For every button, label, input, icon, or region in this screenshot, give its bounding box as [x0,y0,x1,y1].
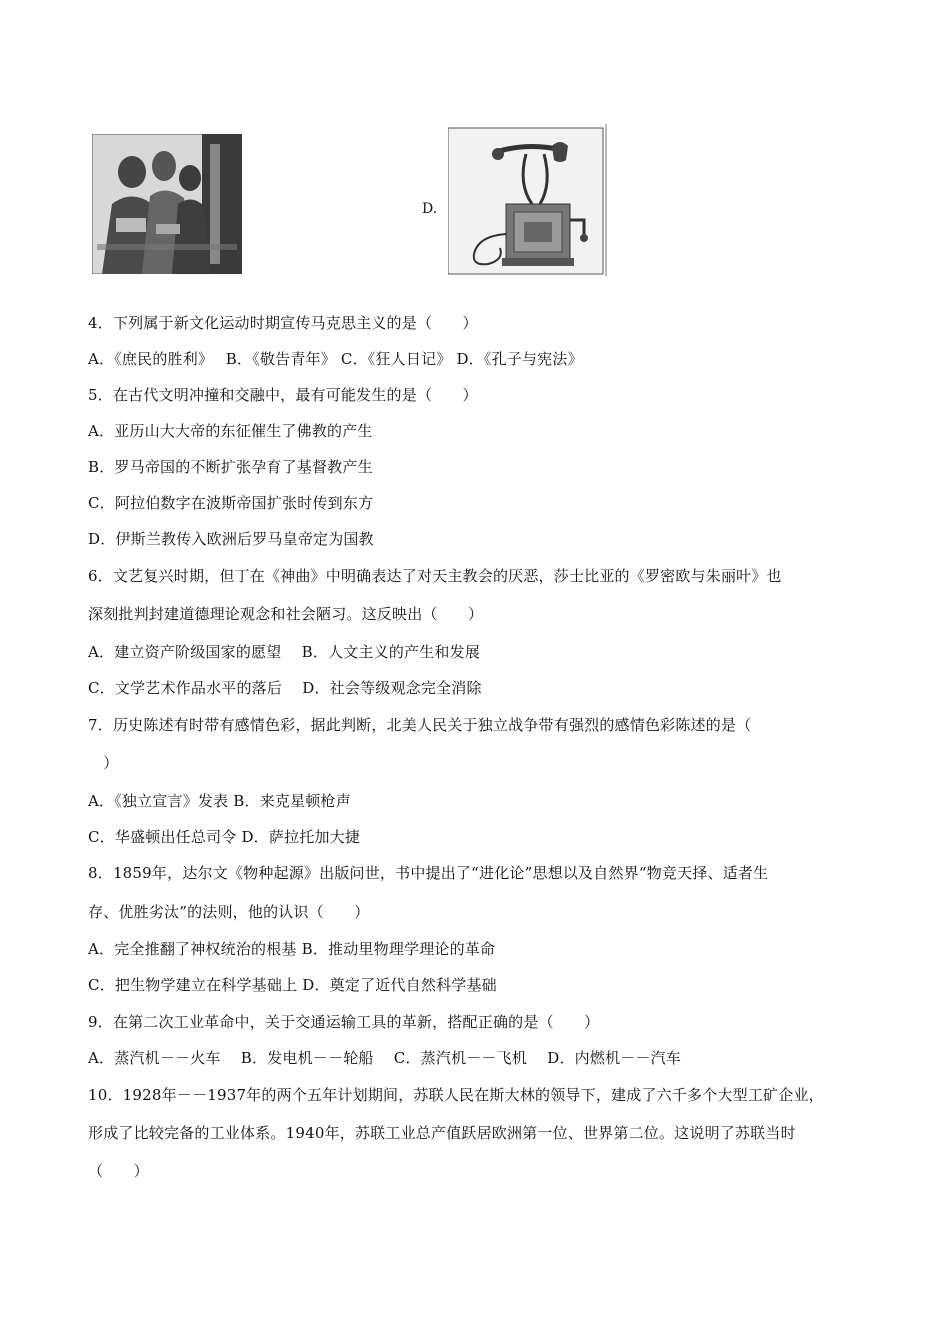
question-5-option-b: B．罗马帝国的不断扩张孕育了基督教产生 [88,458,373,476]
question-9-options: A．蒸汽机－－火车 B．发电机－－轮船 C．蒸汽机－－飞机 D．内燃机－－汽车 [88,1049,682,1067]
question-6-options-ab: A．建立资产阶级国家的愿望 B．人文主义的产生和发展 [88,643,481,661]
question-8-stem-line-2: 存、优胜劣汰”的法则，他的认识（ ） [88,903,370,921]
question-8-options-cd: C．把生物学建立在科学基础上 D．奠定了近代自然科学基础 [88,976,497,994]
question-4-options: A．《庶民的胜利》 B．《敬告青年》 C．《狂人日记》 D．《孔子与宪法》 [88,350,583,368]
question-9-stem: 9．在第二次工业革命中，关于交通运输工具的革新，搭配正确的是（ ） [88,1013,600,1031]
option-d-label: D. [422,201,438,217]
telephone-figure [448,124,608,276]
telephone-image [448,124,608,276]
historical-photo-figure [92,134,242,274]
question-5-option-d: D．伊斯兰教传入欧洲后罗马皇帝定为国教 [88,530,374,548]
question-5-option-c: C．阿拉伯数字在波斯帝国扩张时传到东方 [88,494,374,512]
question-7-stem-line-2: ） [88,754,119,772]
question-10-stem-line-1: 10．1928年－－1937年的两个五年计划期间，苏联人民在斯大林的领导下，建成了六千多个大型工矿企业， [88,1086,824,1104]
question-5-option-a: A．亚历山大大帝的东征催生了佛教的产生 [88,422,373,440]
question-5-stem: 5．在古代文明冲撞和交融中，最有可能发生的是（ ） [88,386,478,404]
question-6-stem-line-2: 深刻批判封建道德理论观念和社会陋习。这反映出（ ） [88,605,484,623]
question-7-options-ab: A．《独立宣言》发表 B．来克星顿枪声 [88,792,351,810]
question-8-options-ab: A．完全推翻了神权统治的根基 B．推动里物理学理论的革命 [88,940,496,958]
question-8-stem-line-1: 8．1859年，达尔文《物种起源》出版问世，书中提出了“进化论”思想以及自然界“物竞天择、适者生 [88,864,769,882]
question-10-stem-line-2: 形成了比较完备的工业体系。1940年，苏联工业总产值跃居欧洲第一位、世界第二位。这说明了苏联当时 [88,1124,796,1142]
question-7-options-cd: C．华盛顿出任总司令 D．萨拉托加大捷 [88,828,361,846]
historical-photo-image [92,134,242,274]
question-4-stem: 4．下列属于新文化运动时期宣传马克思主义的是（ ） [88,314,478,332]
question-6-stem-line-1: 6．文艺复兴时期，但丁在《神曲》中明确表达了对天主教会的厌恶，莎士比亚的《罗密欧与朱丽叶》也 [88,567,782,585]
question-7-stem-line-1: 7．历史陈述有时带有感情色彩，据此判断，北美人民关于独立战争带有强烈的感情色彩陈述的是（ [88,716,752,734]
question-6-options-cd: C．文学艺术作品水平的落后 D．社会等级观念完全消除 [88,679,482,697]
question-10-stem-line-3: （ ） [88,1162,149,1180]
